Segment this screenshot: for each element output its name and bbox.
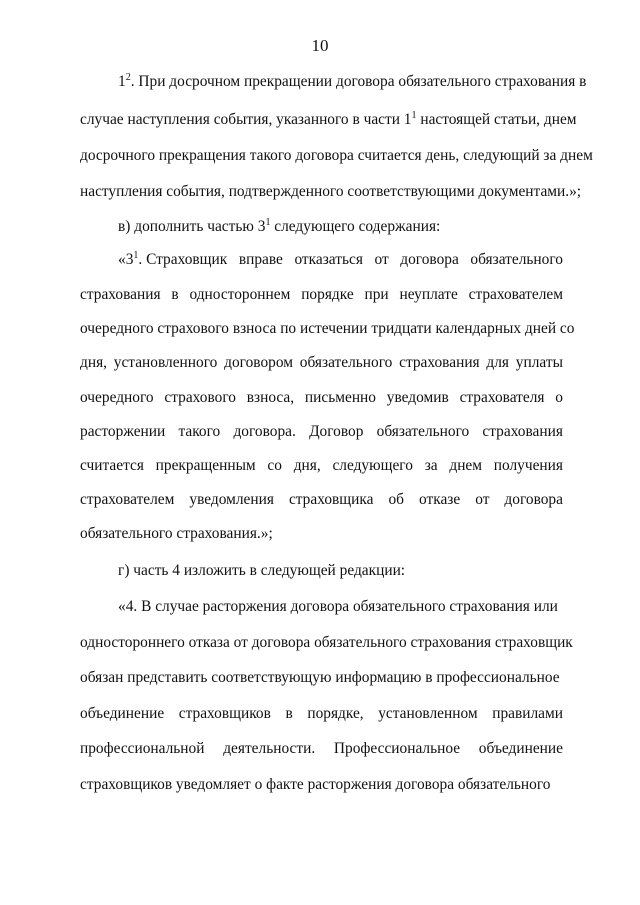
paragraph-3-line-6 [80, 422, 563, 442]
word: установленном [378, 705, 478, 722]
word: страхования [482, 423, 563, 440]
word: для [486, 354, 510, 371]
part-superscript: 1 [411, 110, 417, 121]
word: в [285, 705, 293, 722]
word: со [267, 457, 282, 474]
word: получения [493, 457, 563, 474]
paragraph-5-line-6: страховщиков уведомляет о факте расторжения договора обязательного [80, 776, 551, 793]
word: от [475, 491, 490, 508]
word: договора [504, 491, 563, 508]
page-number: 10 [311, 36, 329, 55]
paragraph-5-line-1: «4. В случае расторжения договора обязательного страхования или [118, 598, 558, 615]
paragraph-5-line-4 [80, 704, 563, 724]
paragraph-text: случае наступления события, указанного в части 1 [80, 111, 412, 128]
word: объединение [478, 740, 563, 757]
paragraph-1-line-3: досрочного прекращения такого договора считается день, следующий за днем [80, 147, 593, 164]
paragraph-3-line-8 [80, 490, 563, 510]
word: установленного [113, 354, 218, 371]
word: «$3^1$. Страховщик [118, 250, 228, 268]
word: в [171, 286, 179, 303]
word: страхования [399, 354, 480, 371]
paragraph-text: настоящей статьи, днем [416, 111, 577, 128]
word: прекращенным [155, 457, 256, 474]
word: страховщика [288, 491, 374, 508]
paragraph-3-line-7 [80, 456, 563, 476]
paragraph-1-line-4: наступления события, подтвержденного соответствующими документами.»; [80, 183, 582, 200]
word: Договор [309, 423, 364, 440]
word: одностороннем [189, 286, 291, 303]
paragraph-5-line-3: обязан представить соответствующую информацию в профессиональное [80, 669, 560, 686]
clause-number: 1 [118, 73, 126, 90]
word: страхователем [468, 286, 563, 303]
word: обязательного [299, 354, 393, 371]
paragraph-4-line-1: г) часть 4 изложить в следующей редакции: [118, 562, 406, 579]
clause-superscript: 2 [125, 72, 131, 83]
word: договора. [233, 423, 296, 440]
word: очередного [80, 389, 154, 406]
word: дня, [293, 457, 321, 474]
word: дня, [80, 354, 107, 371]
word: страховщиков [178, 705, 271, 722]
paragraph-3-line-5 [80, 388, 563, 408]
word: страхователем [80, 491, 175, 508]
paragraph-1-line-1 [118, 72, 587, 92]
word: взноса, [246, 389, 295, 406]
word: от [374, 251, 389, 268]
word: расторжении [80, 423, 166, 440]
word: следующего [332, 457, 413, 474]
paragraph-text: следующего содержания: [270, 218, 441, 235]
word: профессиональной [80, 740, 205, 757]
paragraph-2-line-1 [118, 217, 563, 237]
paragraph-text: в) дополнить частью 3 [118, 218, 266, 235]
word: письменно [304, 389, 376, 406]
word: порядке [301, 286, 354, 303]
word: договором [224, 354, 293, 371]
word: порядке, [307, 705, 364, 722]
paragraph-5-line-2: одностороннего отказа от договора обязательного страхования страховщик [80, 634, 573, 651]
paragraph-3-line-1 [118, 250, 563, 270]
paragraph-1-line-2 [80, 110, 577, 130]
word: деятельности. [223, 740, 316, 757]
paragraph-3-line-3: очередного страхового взноса по истечении тридцати календарных дней со [80, 320, 575, 337]
paragraph-3-line-2 [80, 285, 563, 305]
word: за [424, 457, 438, 474]
word: уплаты [515, 354, 563, 371]
word: днем [449, 457, 482, 474]
word: объединение [80, 705, 165, 722]
word: обязательного [376, 423, 470, 440]
word: правилами [492, 705, 563, 722]
paragraph-3-line-4 [80, 353, 563, 373]
word: при [364, 286, 389, 303]
word: уведомив [386, 389, 449, 406]
paragraph-3-line-9: обязательного страхования.»; [80, 525, 273, 542]
word: считается [80, 457, 144, 474]
word: о [555, 389, 563, 406]
word: уведомления [189, 491, 274, 508]
word: страхователя [459, 389, 545, 406]
word: Профессиональное [333, 740, 461, 757]
paragraph-text: . При досрочном прекращении договора обязательного страхования в [130, 73, 587, 90]
word: отказе [418, 491, 461, 508]
word: такого [178, 423, 221, 440]
word: обязательного [470, 251, 563, 268]
word: об [388, 491, 404, 508]
word: вправе [238, 251, 283, 268]
word: страхования [80, 286, 161, 303]
word: договора [400, 251, 459, 268]
paragraph-5-line-5 [80, 739, 563, 759]
word: неуплате [399, 286, 458, 303]
word: страхового [164, 389, 236, 406]
part-superscript: 1 [265, 217, 271, 228]
word: отказаться [294, 251, 363, 268]
